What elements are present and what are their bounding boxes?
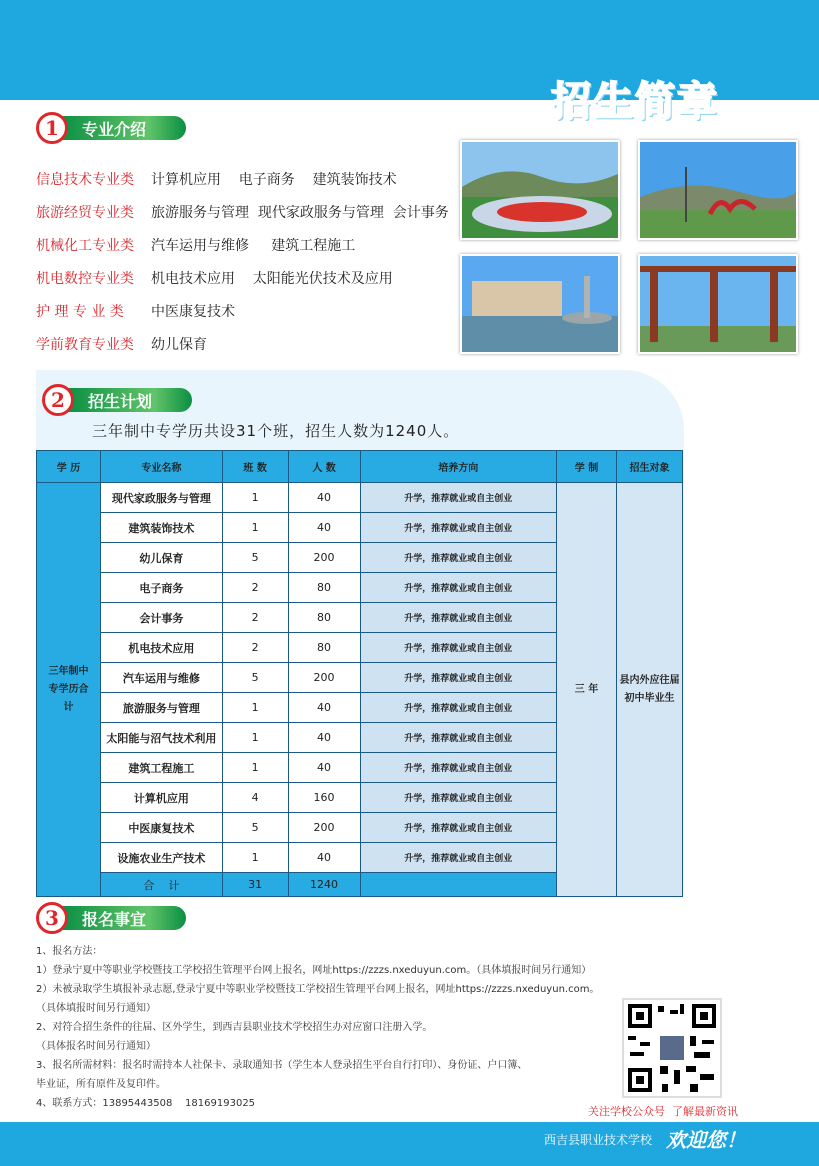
major-row [36, 327, 449, 360]
note-line: 1、报名方法： [36, 946, 103, 957]
direction-cell: 升学，推荐就业或自主创业 [360, 573, 557, 603]
total-students: 1240 [288, 873, 360, 897]
photo-fountain [460, 254, 620, 354]
footer-school-name: 西吉县职业技术学校 [544, 1133, 653, 1147]
direction-cell: 升学，推荐就业或自主创业 [360, 543, 557, 573]
duration-cell: 三 年 [557, 483, 617, 897]
col-header: 学 制 [557, 451, 617, 483]
qr-caption: 关注学校公众号 了解最新资讯 [588, 1105, 738, 1118]
students-cell: 40 [288, 693, 360, 723]
major-cell: 中医康复技术 [100, 813, 222, 843]
students-cell: 40 [288, 483, 360, 513]
major-names: 汽车运用与维修 建筑工程施工 [151, 237, 356, 254]
direction-cell: 升学，推荐就业或自主创业 [360, 783, 557, 813]
students-cell: 40 [288, 723, 360, 753]
major-names: 计算机应用 电子商务 建筑装饰技术 [151, 171, 397, 188]
major-names: 机电技术应用 太阳能光伏技术及应用 [151, 270, 393, 287]
students-cell: 40 [288, 753, 360, 783]
direction-cell: 升学，推荐就业或自主创业 [360, 633, 557, 663]
direction-cell: 升学，推荐就业或自主创业 [360, 753, 557, 783]
major-category: 旅游经贸专业类 [36, 204, 134, 221]
note-line: 2、对符合招生条件的往届、区外学生，到西吉县职业技术学校招生办对应窗口注册入学。 [36, 1022, 433, 1033]
target-text: 县内外应往届初中毕业生 [619, 674, 680, 704]
section-header-plan [42, 384, 192, 416]
students-cell: 40 [288, 513, 360, 543]
major-cell: 幼儿保育 [100, 543, 222, 573]
students-cell: 160 [288, 783, 360, 813]
col-header: 培养方向 [360, 451, 557, 483]
col-header: 专业名称 [100, 451, 222, 483]
major-row [36, 228, 449, 261]
major-cell: 现代家政服务与管理 [100, 483, 222, 513]
major-cell: 机电技术应用 [100, 633, 222, 663]
direction-cell: 升学，推荐就业或自主创业 [360, 603, 557, 633]
target-cell [616, 483, 682, 897]
classes-cell: 5 [222, 813, 288, 843]
classes-cell: 1 [222, 723, 288, 753]
total-direction-empty [360, 873, 557, 897]
col-header: 学 历 [37, 451, 101, 483]
major-cell: 汽车运用与维修 [100, 663, 222, 693]
direction-cell: 升学，推荐就业或自主创业 [360, 483, 557, 513]
classes-cell: 2 [222, 573, 288, 603]
table-header-row [37, 451, 683, 483]
major-category: 护 理 专 业 类 [36, 303, 124, 320]
note-line: 3、报名所需材料：报名时需持本人社保卡、录取通知书（学生本人登录招生平台自行打印）、身份证、户口簿、 [36, 1060, 528, 1071]
enrollment-table [36, 450, 683, 897]
classes-cell: 1 [222, 483, 288, 513]
classes-cell: 5 [222, 663, 288, 693]
major-cell: 电子商务 [100, 573, 222, 603]
major-cell: 建筑装饰技术 [100, 513, 222, 543]
majors-list [36, 162, 449, 360]
major-category: 机械化工专业类 [36, 237, 134, 254]
classes-cell: 1 [222, 753, 288, 783]
section-title: 报名事宜 [60, 906, 186, 930]
students-cell: 80 [288, 573, 360, 603]
major-cell: 会计事务 [100, 603, 222, 633]
note-line: 2）未被录取学生填报补录志愿,登录宁夏中等职业学校暨技工学校招生管理平台网上报名，网址https://zzzs.nxeduyun.com。 [36, 984, 600, 995]
major-names: 幼儿保育 [151, 336, 207, 353]
plan-summary: 三年制中专学历共设31个班，招生人数为1240人。 [92, 422, 460, 440]
note-line: （具体报名时间另行通知） [36, 1041, 156, 1052]
direction-cell: 升学，推荐就业或自主创业 [360, 513, 557, 543]
major-cell: 设施农业生产技术 [100, 843, 222, 873]
direction-cell: 升学，推荐就业或自主创业 [360, 693, 557, 723]
note-line: 1）登录宁夏中等职业学校暨技工学校招生管理平台网上报名，网址https://zzzs.nxeduyun.com。（具体填报时间另行通知） [36, 965, 592, 976]
note-line: 4、联系方式：13895443508 18169193025 [36, 1098, 256, 1109]
total-classes: 31 [222, 873, 288, 897]
direction-cell: 升学，推荐就业或自主创业 [360, 843, 557, 873]
direction-cell: 升学，推荐就业或自主创业 [360, 813, 557, 843]
photo-campus-sculpture [638, 140, 798, 240]
major-names: 中医康复技术 [151, 303, 235, 320]
students-cell: 200 [288, 663, 360, 693]
major-category: 机电数控专业类 [36, 270, 134, 287]
students-cell: 80 [288, 633, 360, 663]
major-category: 信息技术专业类 [36, 171, 134, 188]
major-row [36, 195, 449, 228]
classes-cell: 4 [222, 783, 288, 813]
registration-notes [36, 942, 696, 1113]
section-header-majors [36, 112, 186, 144]
students-cell: 200 [288, 813, 360, 843]
qr-code-icon[interactable] [622, 998, 722, 1098]
col-header: 人 数 [288, 451, 360, 483]
students-cell: 80 [288, 603, 360, 633]
classes-cell: 1 [222, 843, 288, 873]
total-label: 合 计 [100, 873, 222, 897]
direction-cell: 升学，推荐就业或自主创业 [360, 663, 557, 693]
major-cell: 计算机应用 [100, 783, 222, 813]
major-row [36, 162, 449, 195]
major-row [36, 261, 449, 294]
students-cell: 40 [288, 843, 360, 873]
section-number: 3 [36, 902, 68, 934]
campus-photos [460, 140, 798, 358]
col-header: 招生对象 [616, 451, 682, 483]
section-title: 招生计划 [66, 388, 192, 412]
major-category: 学前教育专业类 [36, 336, 134, 353]
section-number: 1 [36, 112, 68, 144]
table-row [37, 483, 683, 513]
classes-cell: 5 [222, 543, 288, 573]
section-number: 2 [42, 384, 74, 416]
section-header-registration [36, 902, 186, 934]
education-cell [37, 483, 101, 897]
classes-cell: 1 [222, 513, 288, 543]
photo-sports-field [460, 140, 620, 240]
major-cell: 旅游服务与管理 [100, 693, 222, 723]
photo-pavilion [638, 254, 798, 354]
section-title: 专业介绍 [60, 116, 186, 140]
direction-cell: 升学，推荐就业或自主创业 [360, 723, 557, 753]
note-line: （具体填报时间另行通知） [36, 1003, 156, 1014]
education-text: 三年制中专学历合计 [48, 665, 89, 713]
students-cell: 200 [288, 543, 360, 573]
classes-cell: 2 [222, 633, 288, 663]
major-names: 旅游服务与管理 现代家政服务与管理 会计事务 [151, 204, 449, 221]
major-cell: 建筑工程施工 [100, 753, 222, 783]
note-line: 毕业证，所有原件及复印件。 [36, 1079, 166, 1090]
poster-title: 招生简章 [551, 79, 719, 125]
major-cell: 太阳能与沼气技术利用 [100, 723, 222, 753]
col-header: 班 数 [222, 451, 288, 483]
classes-cell: 1 [222, 693, 288, 723]
major-row [36, 294, 449, 327]
footer-welcome: 欢迎您！ [666, 1128, 746, 1152]
classes-cell: 2 [222, 603, 288, 633]
